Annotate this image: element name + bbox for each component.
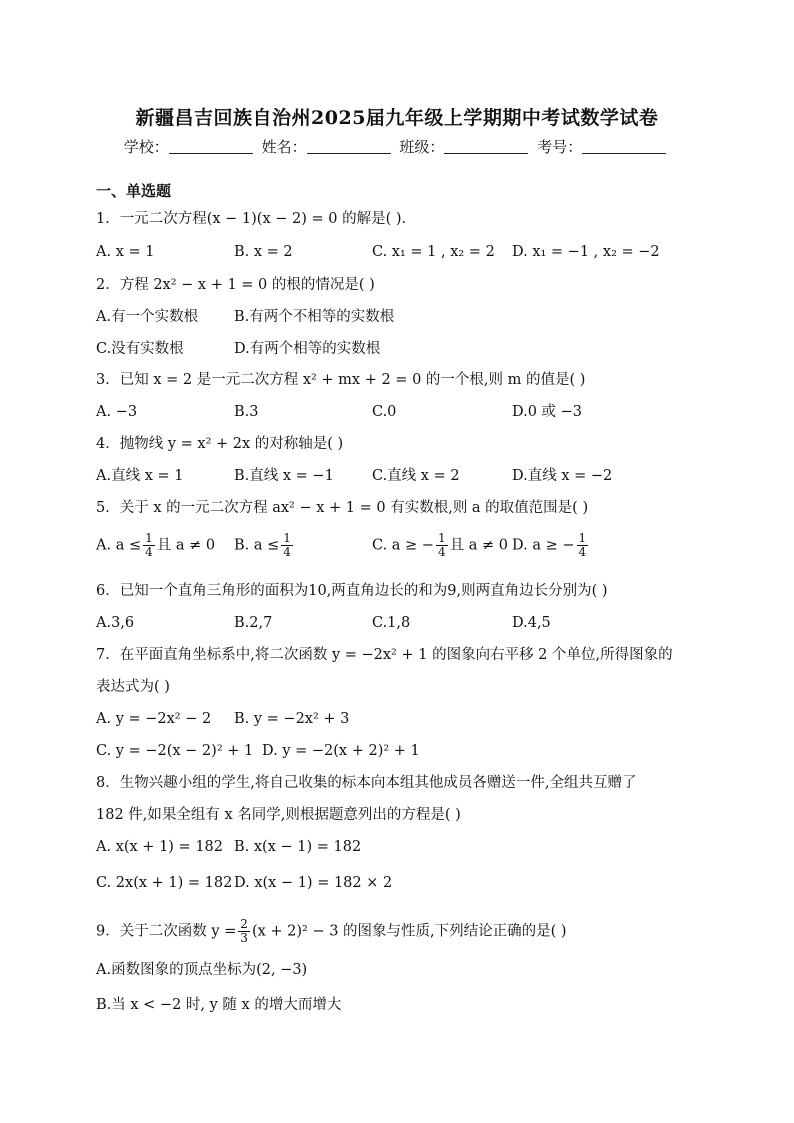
question-1-option-c[interactable]: C. x₁ = 1 , x₂ = 2 xyxy=(372,244,495,260)
question-2-option-c[interactable]: C.没有实数根 xyxy=(96,341,184,357)
fraction: $\frac{1}{4}$ xyxy=(578,531,587,560)
name-label: 姓名： xyxy=(261,138,307,156)
question-8-stem: 8．生物兴趣小组的学生,将自己收集的标本向本组其他成员各赠送一件,全组共互赠了 xyxy=(96,775,637,791)
question-8-option-d[interactable]: D. x(x − 1) = 182 × 2 xyxy=(234,875,393,891)
question-9-stem: 9．关于二次函数 y = $\frac{2}{3}$ (x + 2)² − 3 的图象与性质,下列结论正确的是( ) xyxy=(96,917,567,946)
question-7-option-c[interactable]: C. y = −2(x − 2)² + 1 xyxy=(96,743,254,759)
question-8-option-c[interactable]: C. 2x(x + 1) = 182 xyxy=(96,875,233,891)
student-info-line xyxy=(0,136,794,157)
question-3-option-d[interactable]: D.0 或 −3 xyxy=(512,404,583,420)
question-5-option-c[interactable]: C. a ≥ − $\frac{1}{4}$ 且 a ≠ 0 xyxy=(372,531,508,560)
question-4-stem: 4．抛物线 y = x² + 2x 的对称轴是( ) xyxy=(96,436,344,452)
question-3-stem: 3．已知 x = 2 是一元二次方程 x² + mx + 2 = 0 的一个根,则 m 的值是( ) xyxy=(96,372,586,388)
question-4-option-c[interactable]: C.直线 x = 2 xyxy=(372,468,460,484)
question-6-option-b[interactable]: B.2,7 xyxy=(234,615,273,631)
question-1-option-d[interactable]: D. x₁ = −1 , x₂ = −2 xyxy=(512,244,660,260)
fraction: $\frac{1}{4}$ xyxy=(283,531,291,560)
question-6-option-c[interactable]: C.1,8 xyxy=(372,615,411,631)
question-2-option-a[interactable]: A.有一个实数根 xyxy=(96,309,199,325)
question-2-option-b[interactable]: B.有两个不相等的实数根 xyxy=(234,309,395,325)
question-7-option-a[interactable]: A. y = −2x² − 2 xyxy=(96,711,212,727)
question-2-stem: 2．方程 2x² − x + 1 = 0 的根的情况是( ) xyxy=(96,277,375,293)
name-blank[interactable] xyxy=(307,139,391,154)
fraction: $\frac{1}{4}$ xyxy=(437,531,446,560)
page-title: 新疆昌吉回族自治州2025届九年级上学期期中考试数学试卷 xyxy=(135,107,659,129)
fraction: $\frac{1}{4}$ xyxy=(145,531,153,560)
question-6-stem: 6．已知一个直角三角形的面积为10,两直角边长的和为9,则两直角边长分别为( ) xyxy=(96,583,608,599)
class-label: 班级： xyxy=(399,138,445,156)
question-8-option-a[interactable]: A. x(x + 1) = 182 xyxy=(96,839,223,855)
question-9-option-b[interactable]: B.当 x < −2 时, y 随 x 的增大而增大 xyxy=(96,997,342,1013)
question-7-option-b[interactable]: B. y = −2x² + 3 xyxy=(234,711,350,727)
question-3-option-b[interactable]: B.3 xyxy=(234,404,259,420)
number-blank[interactable] xyxy=(582,139,666,154)
school-label: 学校： xyxy=(123,138,169,156)
question-5-option-d[interactable]: D. a ≥ − $\frac{1}{4}$ xyxy=(512,531,587,560)
question-7-stem: 7．在平面直角坐标系中,将二次函数 y = −2x² + 1 的图象向右平移 2 个单位,所得图象的 xyxy=(96,647,673,663)
number-label: 考号： xyxy=(537,138,583,156)
question-3-option-c[interactable]: C.0 xyxy=(372,404,397,420)
question-4-option-b[interactable]: B.直线 x = −1 xyxy=(234,468,334,484)
class-blank[interactable] xyxy=(444,139,528,154)
section-heading: 一、单选题 xyxy=(96,182,172,200)
question-4-option-a[interactable]: A.直线 x = 1 xyxy=(96,468,184,484)
question-6-option-a[interactable]: A.3,6 xyxy=(96,615,135,631)
fraction: $\frac{2}{3}$ xyxy=(240,917,248,946)
question-6-option-d[interactable]: D.4,5 xyxy=(512,615,551,631)
question-5-option-a[interactable]: A. a ≤ $\frac{1}{4}$ 且 a ≠ 0 xyxy=(96,531,216,560)
question-1-option-a[interactable]: A. x = 1 xyxy=(96,244,155,260)
question-8-option-b[interactable]: B. x(x − 1) = 182 xyxy=(234,839,362,855)
question-9-option-a[interactable]: A.函数图象的顶点坐标为(2, −3) xyxy=(96,962,308,978)
question-1-stem: 1．一元二次方程(x − 1)(x − 2) = 0 的解是( ). xyxy=(96,211,407,227)
question-5-option-b[interactable]: B. a ≤ $\frac{1}{4}$ xyxy=(234,531,291,560)
question-7-stem-cont: 表达式为( ) xyxy=(96,679,170,695)
question-7-option-d[interactable]: D. y = −2(x + 2)² + 1 xyxy=(262,743,420,759)
question-5-stem: 5．关于 x 的一元二次方程 ax² − x + 1 = 0 有实数根,则 a 的取值范围是( ) xyxy=(96,500,589,516)
school-blank[interactable] xyxy=(169,139,253,154)
question-1-option-b[interactable]: B. x = 2 xyxy=(234,244,293,260)
question-4-option-d[interactable]: D.直线 x = −2 xyxy=(512,468,613,484)
question-8-stem-cont: 182 件,如果全组有 x 名同学,则根据题意列出的方程是( ) xyxy=(96,807,461,823)
question-3-option-a[interactable]: A. −3 xyxy=(96,404,138,420)
question-2-option-d[interactable]: D.有两个相等的实数根 xyxy=(234,341,381,357)
